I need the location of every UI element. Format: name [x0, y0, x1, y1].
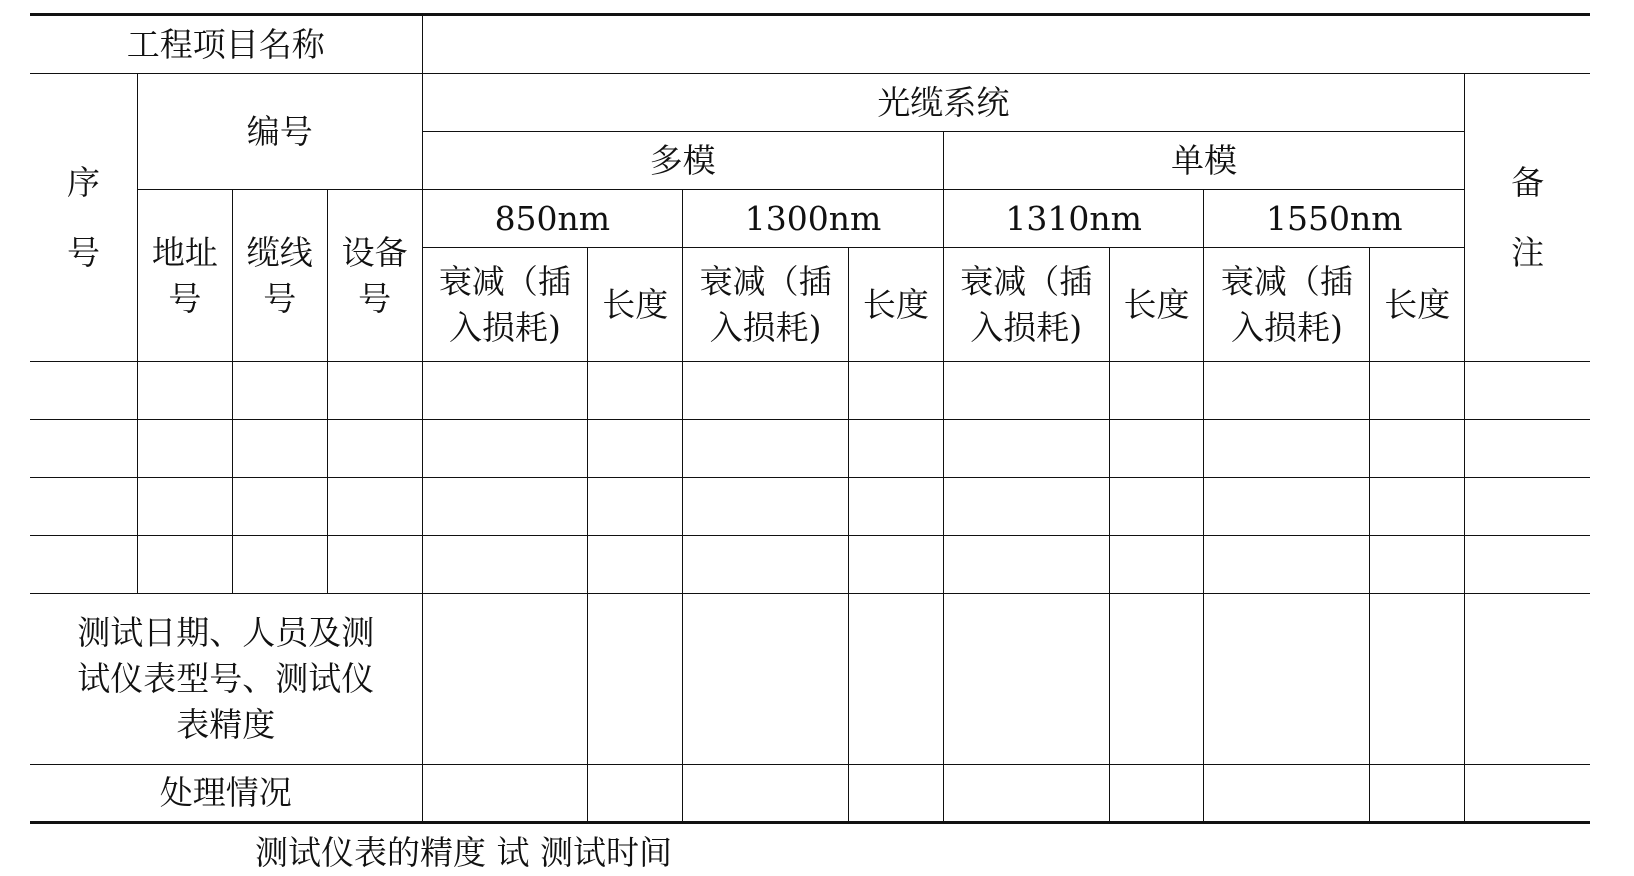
table-cell[interactable]: [327, 362, 422, 420]
table-cell[interactable]: [588, 536, 683, 594]
table-cell[interactable]: [1370, 536, 1465, 594]
table-cell[interactable]: [683, 362, 849, 420]
table-cell[interactable]: [327, 420, 422, 478]
table-cell[interactable]: [422, 536, 588, 594]
attenuation-header-1550: [1204, 248, 1370, 362]
fiber-test-record-table: [30, 13, 1590, 824]
table-cell[interactable]: [232, 536, 327, 594]
remarks-header: [1465, 74, 1590, 362]
table-cell[interactable]: [943, 594, 1109, 765]
address-no-label: 地址号: [151, 232, 218, 318]
table-cell[interactable]: [1109, 362, 1204, 420]
table-cell[interactable]: [422, 362, 588, 420]
table-row: [30, 420, 1590, 478]
attenuation-label: 衰减（插入损耗): [699, 261, 832, 347]
seq-header: [30, 74, 137, 362]
address-no-header: [137, 190, 232, 362]
wavelength-1300-header: 1300nm: [683, 190, 944, 248]
cable-no-header: [232, 190, 327, 362]
table-cell[interactable]: [588, 420, 683, 478]
attenuation-label: 衰减（插入损耗): [438, 261, 571, 347]
table-cell[interactable]: [848, 594, 943, 765]
wavelength-1550-header: 1550nm: [1204, 190, 1465, 248]
table-cell[interactable]: [683, 765, 849, 823]
handling-row: [30, 765, 1590, 823]
table-cell[interactable]: [683, 420, 849, 478]
table-cell[interactable]: [943, 478, 1109, 536]
table-cell[interactable]: [1109, 594, 1204, 765]
table-cell[interactable]: [588, 594, 683, 765]
table-cell[interactable]: [422, 420, 588, 478]
table-cell[interactable]: [232, 420, 327, 478]
device-no-header: [327, 190, 422, 362]
table-cell[interactable]: [232, 478, 327, 536]
table-row: [30, 362, 1590, 420]
table-cell[interactable]: [1465, 362, 1590, 420]
table-cell[interactable]: [848, 362, 943, 420]
seq-label: 序号: [66, 162, 100, 272]
table-cell[interactable]: [1204, 362, 1370, 420]
table-cell[interactable]: [30, 362, 137, 420]
table-cell[interactable]: [137, 536, 232, 594]
length-header-850: 长度: [588, 248, 683, 362]
table-cell[interactable]: [327, 536, 422, 594]
table-cell[interactable]: [1465, 594, 1590, 765]
table-cell[interactable]: [30, 478, 137, 536]
table-cell[interactable]: [943, 765, 1109, 823]
table-cell[interactable]: [683, 478, 849, 536]
device-no-label: 设备号: [341, 232, 408, 318]
attenuation-header-850: [422, 248, 588, 362]
table-cell[interactable]: [137, 362, 232, 420]
table-cell[interactable]: [1465, 420, 1590, 478]
table-cell[interactable]: [137, 478, 232, 536]
table-cell[interactable]: [848, 765, 943, 823]
table-row: [30, 478, 1590, 536]
multimode-header: 多模: [422, 132, 943, 190]
test-info-label-cell: [30, 594, 422, 765]
table-cell[interactable]: [683, 594, 849, 765]
remarks-label: 备注: [1511, 162, 1545, 272]
table-cell[interactable]: [848, 420, 943, 478]
table-cell[interactable]: [943, 420, 1109, 478]
table-cell[interactable]: [1204, 536, 1370, 594]
table-cell[interactable]: [422, 478, 588, 536]
table-cell[interactable]: [232, 362, 327, 420]
table-cell[interactable]: [1465, 536, 1590, 594]
table-cell[interactable]: [1370, 765, 1465, 823]
table-cell[interactable]: [588, 478, 683, 536]
table-cell[interactable]: [943, 536, 1109, 594]
length-header-1300: 长度: [848, 248, 943, 362]
table-cell[interactable]: [848, 478, 943, 536]
attenuation-label: 衰减（插入损耗): [960, 261, 1093, 347]
table-cell[interactable]: [1204, 478, 1370, 536]
table-cell[interactable]: [1370, 594, 1465, 765]
table-row: [30, 536, 1590, 594]
handling-label: 处理情况: [30, 765, 422, 823]
table-cell[interactable]: [1370, 362, 1465, 420]
table-cell[interactable]: [1109, 478, 1204, 536]
project-name-value[interactable]: [422, 15, 1590, 74]
table-cell[interactable]: [943, 362, 1109, 420]
table-cell[interactable]: [1204, 594, 1370, 765]
length-header-1310: 长度: [1109, 248, 1204, 362]
wavelength-850-header: 850nm: [422, 190, 683, 248]
table-cell[interactable]: [1109, 420, 1204, 478]
table-cell[interactable]: [137, 420, 232, 478]
attenuation-header-1300: [683, 248, 849, 362]
wavelength-1310-header: 1310nm: [943, 190, 1204, 248]
table-cell[interactable]: [683, 536, 849, 594]
number-group-header: 编号: [137, 74, 422, 190]
table-cell[interactable]: [1109, 765, 1204, 823]
table-cell[interactable]: [327, 478, 422, 536]
test-info-label: 测试日期、人员及测试仪表型号、测试仪表精度: [77, 613, 375, 744]
table-cell[interactable]: [1465, 765, 1590, 823]
singlemode-header: 单模: [943, 132, 1464, 190]
table-cell[interactable]: [848, 536, 943, 594]
table-cell[interactable]: [30, 536, 137, 594]
table-cell[interactable]: [588, 362, 683, 420]
table-cell[interactable]: [30, 420, 137, 478]
attenuation-label: 衰减（插入损耗): [1220, 261, 1353, 347]
table-cell[interactable]: [422, 594, 588, 765]
table-cell[interactable]: [1109, 536, 1204, 594]
project-name-label: 工程项目名称: [30, 15, 422, 74]
table-cell[interactable]: [422, 765, 588, 823]
attenuation-header-1310: [943, 248, 1109, 362]
table-cell[interactable]: [1204, 420, 1370, 478]
footer-partial-text: 测试仪表的精度 试 测试时间: [255, 833, 672, 872]
test-info-row: [30, 594, 1590, 765]
table-cell[interactable]: [1204, 765, 1370, 823]
table-cell[interactable]: [1370, 478, 1465, 536]
table-cell[interactable]: [588, 765, 683, 823]
fiber-system-header: 光缆系统: [422, 74, 1465, 132]
table-cell[interactable]: [1465, 478, 1590, 536]
table-cell[interactable]: [1370, 420, 1465, 478]
length-header-1550: 长度: [1370, 248, 1465, 362]
cable-no-label: 缆线号: [246, 232, 313, 318]
